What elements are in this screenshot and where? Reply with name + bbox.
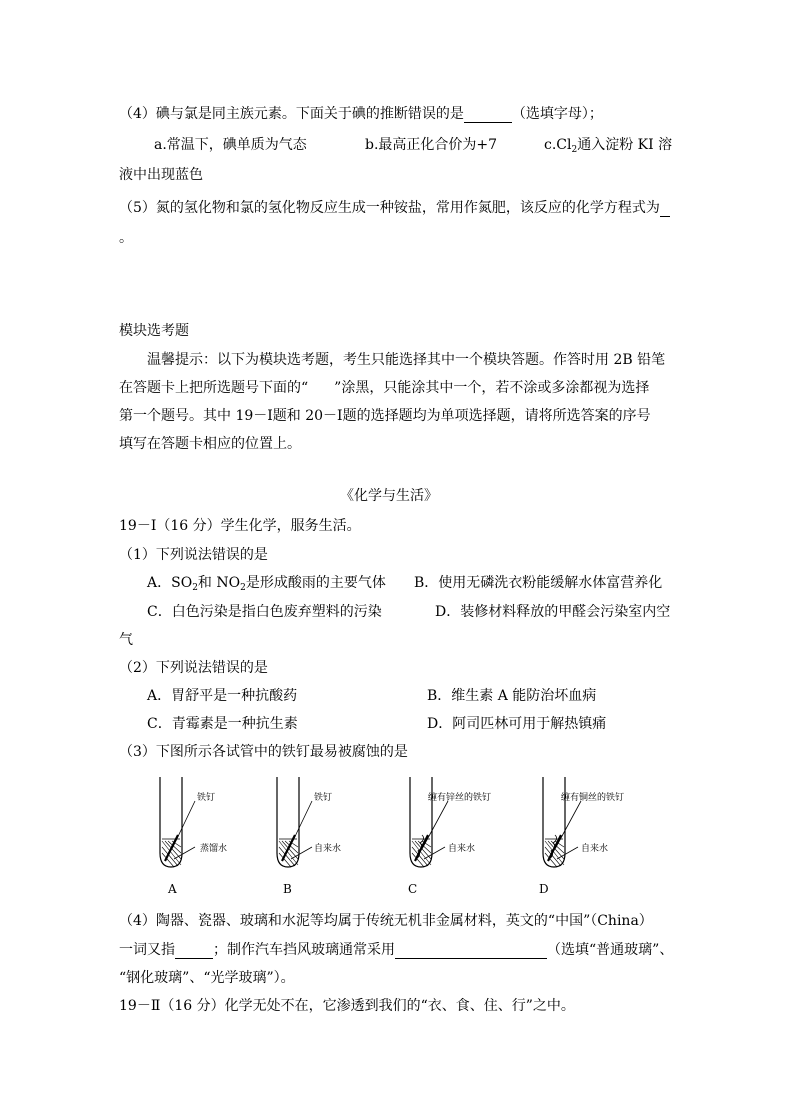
- q4-answer-blank[interactable]: [464, 108, 512, 123]
- q4-options: [154, 136, 307, 154]
- sub1-option-d-continued: 气: [119, 632, 133, 648]
- q4-stem: （4）碘与氯是同主族元素。下面关于碘的推断错误的是 （选填字母）；: [119, 106, 603, 122]
- tube-b-top-label: 铁钉: [314, 793, 333, 803]
- q19-2-header: 19－Ⅱ（16 分）化学无处不在，它渗透到我们的“衣、食、住、行”之中。: [119, 998, 575, 1014]
- q5-line2: 。: [119, 230, 133, 246]
- test-tube-figure: [150, 775, 625, 900]
- section-title: 《化学与生活》: [340, 488, 438, 504]
- q4-option-c-continued: 液中出现蓝色: [119, 167, 203, 183]
- tube-c: [400, 775, 520, 900]
- tube-d-bottom-label: 自来水: [581, 844, 609, 854]
- tube-a-letter: A: [168, 882, 177, 896]
- sub4-blank-1[interactable]: [175, 944, 213, 959]
- q19-1-header: 19－Ⅰ（16 分）学生化学，服务生活。: [119, 518, 361, 534]
- sub1-option-a: A．$SO_2$和 $NO_2$是形成酸雨的主要气体: [147, 575, 386, 593]
- q4-option-c: $c.Cl_2$通入淀粉 KI 溶: [544, 137, 673, 155]
- module-tip-line4: 填写在答题卡相应的位置上。: [119, 436, 301, 452]
- sub1-option-b: B．使用无磷洗衣粉能缓解水体富营养化: [414, 575, 663, 591]
- q5-line1: （5）氮的氢化物和氯的氢化物反应生成一种铵盐，常用作氮肥，该反应的化学方程式为: [119, 199, 670, 217]
- tube-b: [267, 775, 387, 900]
- module-title: 模块选考题: [119, 323, 189, 339]
- tube-a-bottom-label: 蒸馏水: [200, 844, 228, 854]
- module-tip-line3: 第一个题号。其中 19－Ⅰ题和 20－Ⅰ题的选择题均为单项选择题，请将所选答案的序号: [119, 408, 651, 424]
- tube-c-top-label: 缠有锌丝的铁钉: [428, 793, 492, 803]
- tube-a: [150, 775, 270, 900]
- sub4-line3: “钢化玻璃”、“光学玻璃”）。: [119, 970, 295, 986]
- sub2-option-d: D．阿司匹林可用于解热镇痛: [427, 716, 607, 732]
- tube-b-bottom-label: 自来水: [314, 844, 342, 854]
- tube-b-letter: B: [283, 882, 292, 896]
- sub4-line1: （4）陶器、瓷器、玻璃和水泥等均属于传统无机非金属材料，英文的“中国”（China）: [119, 913, 653, 929]
- q4-option-a: a.常温下，碘单质为气态: [154, 137, 307, 153]
- sub1-option-c: C．白色污染是指白色废弃塑料的污染: [147, 604, 382, 620]
- tube-a-top-label: 铁钉: [197, 793, 216, 803]
- module-tip-line1: 温馨提示：以下为模块选考题，考生只能选择其中一个模块答题。作答时用 2B 铅笔: [147, 352, 666, 368]
- sub2-stem: （2）下列说法错误的是: [119, 660, 268, 676]
- sub1-stem: （1）下列说法错误的是: [119, 547, 268, 563]
- tube-c-bottom-label: 自来水: [448, 844, 476, 854]
- tube-d-letter: D: [539, 882, 549, 896]
- sub1-option-d: D．装修材料释放的甲醛会污染室内空: [435, 604, 671, 620]
- tube-d: [533, 775, 653, 900]
- q4-option-b: b.最高正化合价为+7: [365, 137, 498, 153]
- tube-c-letter: C: [408, 882, 418, 896]
- q5-answer-blank[interactable]: [660, 202, 670, 217]
- sub4-line2: 一词又指 ；制作汽车挡风玻璃通常采用 （选填“普通玻璃”、: [119, 942, 674, 958]
- sub2-option-a: A．胃舒平是一种抗酸药: [147, 688, 298, 704]
- tube-d-top-label: 缠有铜丝的铁钉: [561, 793, 625, 803]
- sub3-stem: （3）下图所示各试管中的铁钉最易被腐蚀的是: [119, 744, 408, 760]
- sub4-blank-2[interactable]: [395, 944, 547, 959]
- sub2-option-b: B．维生素 A 能防治坏血病: [427, 688, 597, 704]
- sub2-option-c: C．青霉素是一种抗生素: [147, 716, 298, 732]
- module-tip-line2: 在答题卡上把所选题号下面的“ ”涂黑，只能涂其中一个，若不涂或多涂都视为选择: [119, 380, 650, 396]
